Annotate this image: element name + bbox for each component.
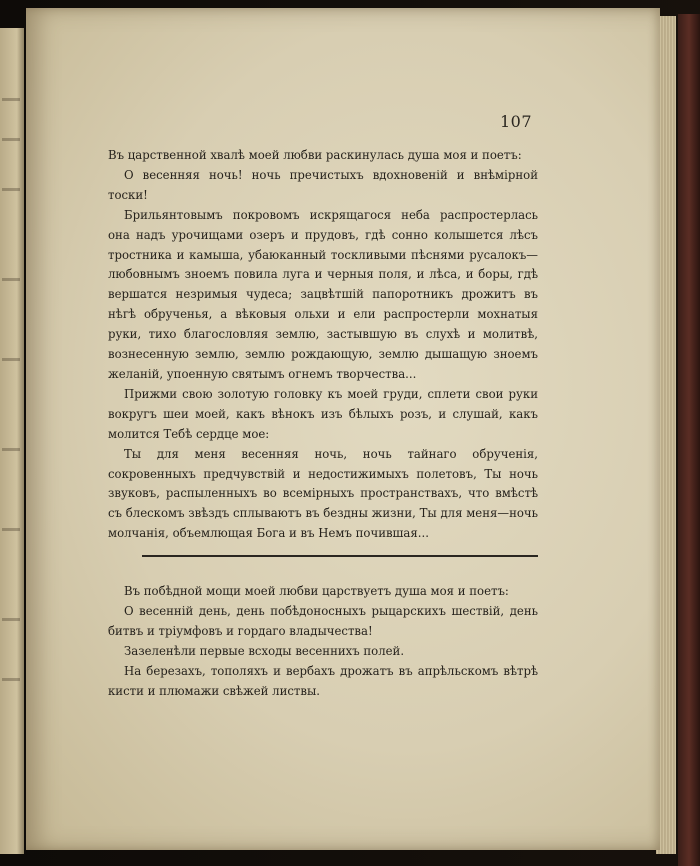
ghost-text-mark (2, 278, 20, 281)
paragraph: Въ царственной хвалѣ моей любви раскинулась душа моя и поетъ: (108, 148, 522, 162)
text-section-1 (108, 146, 538, 544)
paragraph: Прижми свою золотую головку къ моей груди, сплети свои руки вокругъ шеи моей, какъ вѣнокъ изъ бѣлыхъ розъ, и слушай, какъ молится Тебѣ сердце мое: (108, 386, 538, 441)
paragraph: О весенній день, день побѣдоносныхъ рыцарскихъ шествій, день битвъ и тріумфовъ и гордаго владычества! (108, 603, 538, 638)
book-cover-edge (678, 14, 700, 866)
ghost-text-mark (2, 618, 20, 621)
paragraph: Ты для меня весенняя ночь, ночь тайнаго обрученія, сокровенныхъ предчувствій и недостижимыхъ полетовъ, Ты ночь звуковъ, распыленныхъ во всемірныхъ пространствахъ, что вмѣстѣ съ блескомъ звѣздъ сплываютъ въ бездны жизни, Ты для меня—ночь молчанія, объемлющая Бога и въ Немъ почившая... (108, 446, 538, 541)
ghost-text-mark (2, 448, 20, 451)
ghost-text-mark (2, 98, 20, 101)
paragraph: О весенняя ночь! ночь пречистыхъ вдохновеній и внѣмірной тоски! (108, 167, 538, 202)
ghost-text-mark (2, 528, 20, 531)
paragraph: Въ побѣдной мощи моей любви царствуетъ душа моя и поетъ: (124, 584, 509, 598)
section-divider (142, 555, 538, 557)
paragraph: На березахъ, тополяхъ и вербахъ дрожатъ въ апрѣльскомъ вѣтрѣ кисти и плюмажи свѣжей листвы. (108, 663, 538, 698)
ghost-text-mark (2, 138, 20, 141)
text-section-2 (108, 582, 538, 701)
paragraph: Зазеленѣли первые всходы весеннихъ полей. (124, 643, 405, 658)
ghost-text-mark (2, 188, 20, 191)
ghost-text-mark (2, 678, 20, 681)
book-page (26, 8, 660, 850)
page-number: 107 (500, 112, 533, 131)
left-page-edge (0, 28, 24, 854)
ghost-text-mark (2, 358, 20, 361)
paragraph: Брильянтовымъ покровомъ искрящагося неба распростерлась она надъ урочищами озеръ и прудовъ, гдѣ сонно колышется лѣсъ тростника и камыша, убаюканный тоскливыми пѣснями русалокъ—любовнымъ зноемъ повила луга и черныя поля, и лѣса, и боры, гдѣ вершатся незримыя чудеса; зацвѣтшій папоротникъ дрожитъ въ нѣгѣ обрученья, а вѣковыя ольхи и ели распростерли мохнатыя руки, тихо благословляя землю, застывшую въ слухѣ и молитвѣ, вознесенную землю, землю рождающую, землю дышащую зноемъ желаній, упоенную святымъ огнемъ творчества... (108, 207, 538, 381)
